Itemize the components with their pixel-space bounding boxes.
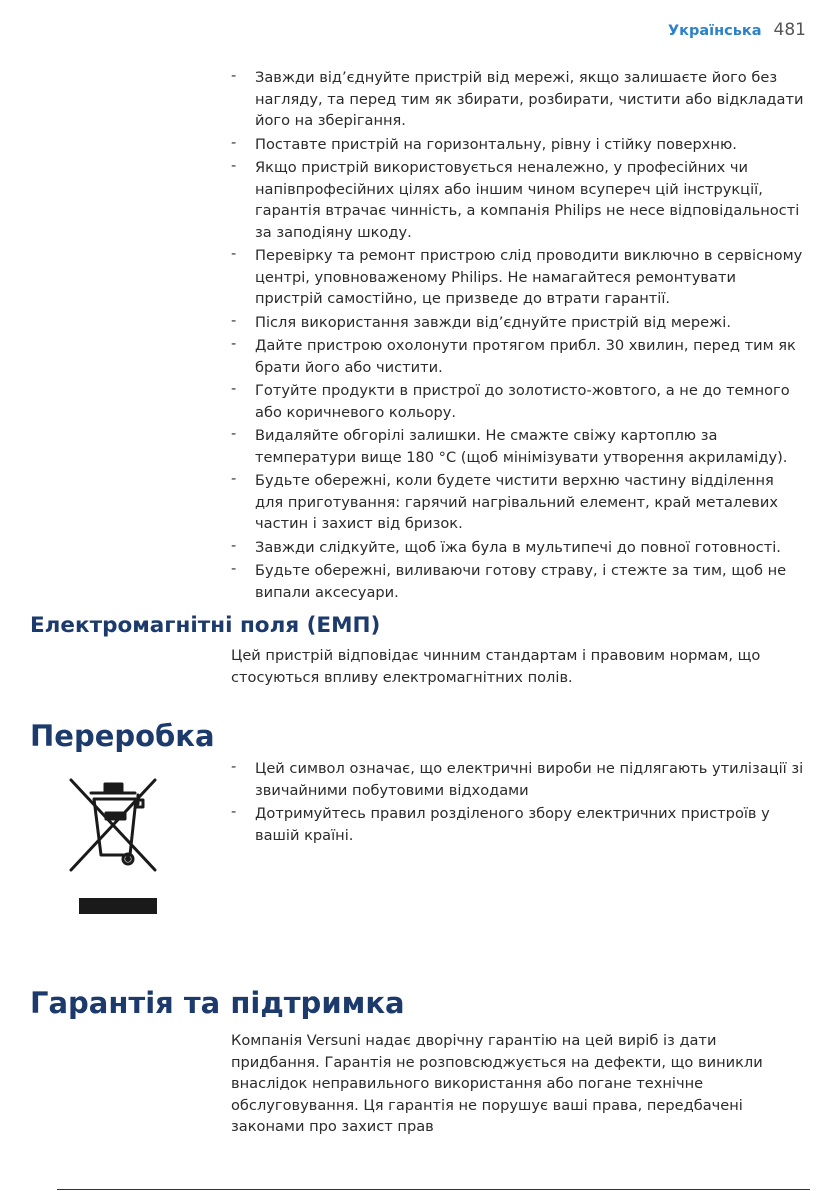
language-label: Українська bbox=[667, 23, 762, 39]
crossed-out-wheelie-bin-icon bbox=[65, 773, 163, 918]
list-item: - Цей символ означає, що електричні вироби не підлягають утилізації зі звичайними побутовими відходами bbox=[231, 758, 806, 801]
list-item: - Будьте обережні, коли будете чистити верхню частину відділення для приготування: гарячий нагрівальний елемент, край металевих частин і захист від бризок. bbox=[231, 470, 806, 535]
list-item: - Перевірку та ремонт пристрою слід проводити виключно в сервісному центрі, уповноваженому Philips. Не намагайтеся ремонтувати пристрій самостійно, це призведе до втрати гарантії. bbox=[231, 245, 806, 310]
list-item: - Завжди слідкуйте, щоб їжа була в мультипечі до повної готовності. bbox=[231, 537, 806, 559]
recycling-heading: Переробка bbox=[30, 719, 215, 753]
page-number: 481 bbox=[773, 20, 806, 40]
list-item: - Поставте пристрій на горизонтальну, рівну і стійку поверхню. bbox=[231, 134, 806, 156]
safety-list bbox=[231, 67, 806, 605]
list-item: - Видаляйте обгорілі залишки. Не смажте свіжу картоплю за температури вище 180 °C (щоб мінімізувати утворення акриламіду). bbox=[231, 425, 806, 468]
list-item: - Якщо пристрій використовується неналежно, у професійних чи напівпрофесійних цілях або іншим чином всупереч цій інструкції, гарантія втрачає чинність, а компанія Philips не несе відповідальності за заподіяну шкоду. bbox=[231, 157, 806, 243]
emf-heading: Електромагнітні поля (ЕМП) bbox=[30, 613, 381, 638]
recycling-list bbox=[231, 758, 806, 848]
list-item: - Завжди від’єднуйте пристрій від мережі, якщо залишаєте його без нагляду, та перед тим як збирати, розбирати, чистити або відкладати його на зберігання. bbox=[231, 67, 806, 132]
list-item: - Після використання завжди від’єднуйте пристрій від мережі. bbox=[231, 312, 806, 334]
list-item: - Дайте пристрою охолонути протягом прибл. 30 хвилин, перед тим як брати його або чистити. bbox=[231, 335, 806, 378]
footer-divider bbox=[57, 1189, 810, 1190]
guarantee-heading: Гарантія та підтримка bbox=[30, 986, 405, 1020]
emf-text: Цей пристрій відповідає чинним стандартам і правовим нормам, що стосуються впливу електромагнітних полів. bbox=[231, 647, 761, 686]
guarantee-text: Компанія Versuni надає дворічну гарантію на цей виріб із дати придбання. Гарантія не розповсюджується на дефекти, що виникли внаслідок неправильного використання або погане технічне обслуговування. Ця гарантія не порушує ваші права, передбачені законами про захист прав bbox=[231, 1032, 763, 1135]
list-item: - Будьте обережні, виливаючи готову страву, і стежте за тим, щоб не випали аксесуари. bbox=[231, 560, 806, 603]
list-item: - Дотримуйтесь правил розділеного збору електричних пристроїв у вашій країні. bbox=[231, 803, 806, 846]
page-header bbox=[668, 20, 806, 40]
list-item: - Готуйте продукти в пристрої до золотисто-жовтого, а не до темного або коричневого кольору. bbox=[231, 380, 806, 423]
